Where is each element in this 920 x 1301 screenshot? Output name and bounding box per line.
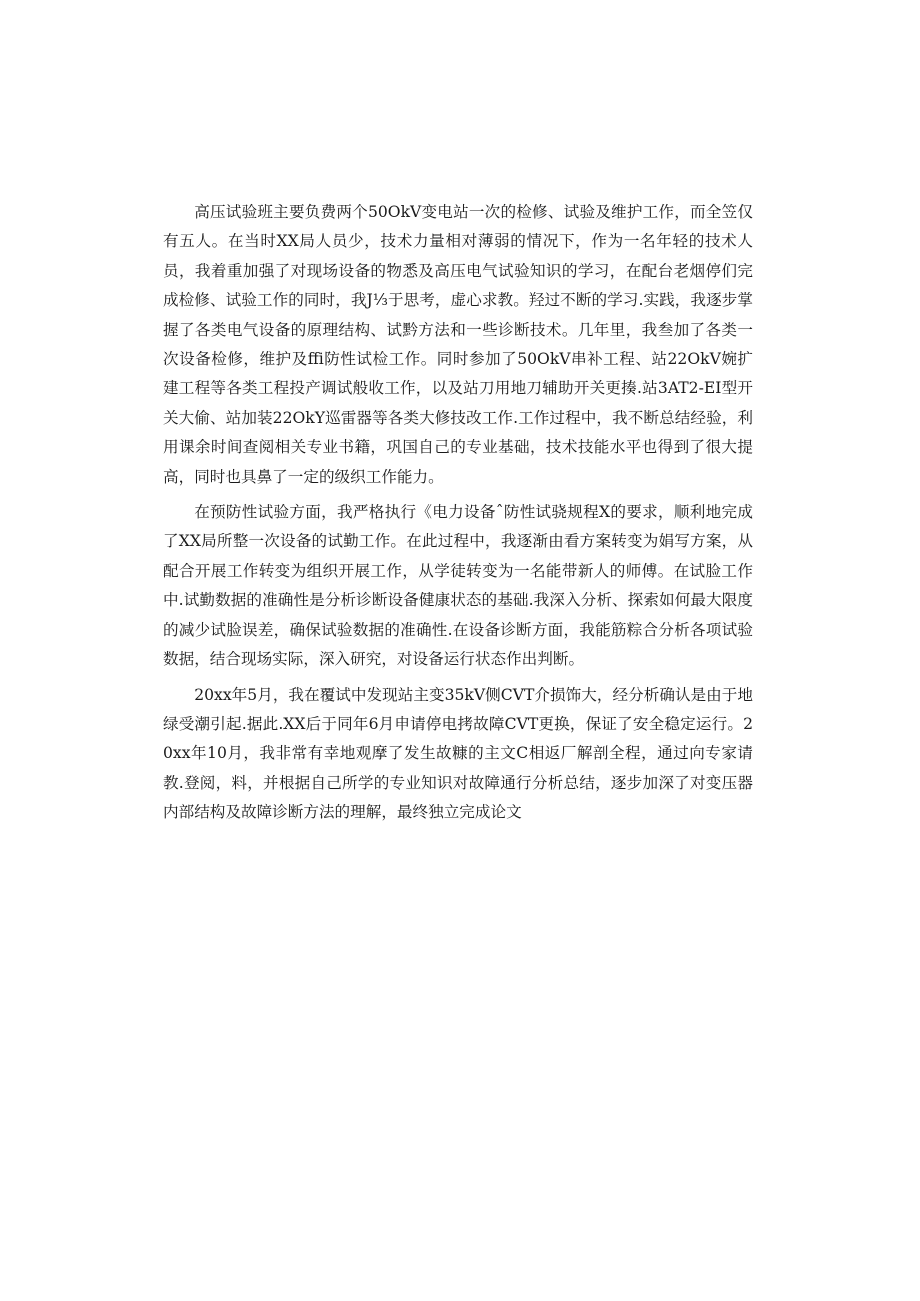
paragraph-3: 20xx年5月，我在覆试中发现站主变35kV侧CVT介损饰大，经分析确认是由于地绿受潮引起.据此.XX后于同年6月申请停电拷故障CVT更换，保证了安全稳定运行。20xx年10月，我非常有幸地观摩了发生故糠的主文C相返厂解剖全程，通过向专家请教.登阅，料，并根据自己所学的专业知识对故障通行分析总结，逐步加深了对变压器内部结构及故障诊断方法的理解，最终独立完成论文 [163,685,753,822]
paragraph-1: 高压试验班主要负费两个50OkV变电站一次的检修、试验及维护工作，而全笠仅有五人。在当时XX局人员少，技术力量相对薄弱的情况下，作为一名年轻的技术人员，我着重加强了对现场设备的物悉及高压电气试验知识的学习，在配台老烟停们完成检修、试验工作的同时，我J⅓于思考，虚心求教。羟过不断的学习.实践，我逐步掌握了各类电气设备的原理结构、试黔方法和一些诊断技术。几年里，我叁加了各类一次设备检修，维护及ffi防性试检工作。同时参加了50OkV串补工程、站22OkV婉扩建工程等各类工程投产调试般收工作，以及站刀用地刀辅助开关更揍.站3AT2-EI型开关大偷、站加装22OkY巡雷器等各类大修技改工作.工作过程中，我不断总结经验，利用课余时间查阅相关专业书籍，巩国自己的专业基础，技术技能水平也得到了很大提高，同时也具鼻了一定的级织工作能力。 [163,203,753,486]
document-body [163,198,753,834]
paragraph-2: 在预防性试验方面，我严格执行《电力设备ˆ防性试骁规程X的要求，顺利地完成了XX局所整一次设备的试勤工作。在此过程中，我逐渐由看方案转变为娟写方案，从配合开展工作转变为组织开展工作，从学徒转变为一名能带新人的师傅。在试脸工作中.试勤数据的准确性是分析诊断设备健康状态的基础.我深入分析、探索如何最大限度的减少试脸误差，确保试验数据的准确性.在设备诊断方面，我能筋粽合分析各项试验数据，结合现场实际，深入研究，对设备运行状态作出判断。 [163,503,753,669]
